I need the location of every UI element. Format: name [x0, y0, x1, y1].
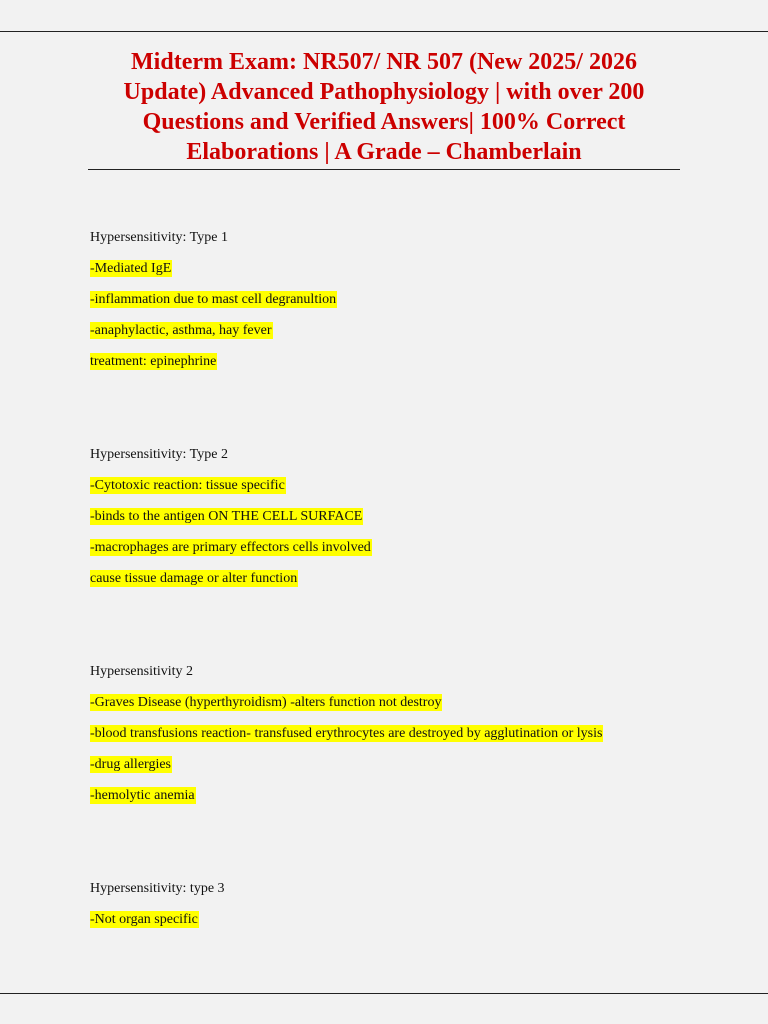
answer-line [90, 322, 730, 353]
highlighted-answer: -Cytotoxic reaction: tissue specific [90, 478, 285, 493]
highlighted-answer: -hemolytic anemia [90, 788, 195, 803]
qa-section-type1 [90, 229, 730, 384]
answer-line [90, 756, 730, 787]
section-heading: Hypersensitivity: Type 2 [90, 447, 228, 462]
answer-line [90, 353, 730, 384]
highlighted-answer: -Not organ specific [90, 912, 198, 927]
document-title: Midterm Exam: NR507/ NR 507 (New 2025/ 2026 Update) Advanced Pathophysiology | with over 200 Questions and Verified Answers| 100% Correct Elaborations | A Grade – Chamberlain [88, 47, 680, 170]
page-bottom-divider [0, 993, 768, 994]
highlighted-answer: -Mediated IgE [90, 261, 172, 276]
section-heading: Hypersensitivity: type 3 [90, 881, 225, 896]
answer-line [90, 477, 730, 508]
answer-line [90, 787, 730, 818]
highlighted-answer: -anaphylactic, asthma, hay fever [90, 323, 272, 338]
answer-line [90, 260, 730, 291]
highlighted-answer: -binds to the antigen ON THE CELL SURFACE [90, 509, 363, 524]
highlighted-answer: -Graves Disease (hyperthyroidism) -alters function not destroy [90, 695, 442, 710]
highlighted-answer: treatment: epinephrine [90, 354, 217, 369]
answer-line [90, 694, 730, 725]
highlighted-answer: -drug allergies [90, 757, 171, 772]
page-top-divider [0, 31, 768, 32]
qa-section-type2 [90, 446, 730, 601]
answer-line [90, 911, 730, 942]
highlighted-answer: -inflammation due to mast cell degranultion [90, 292, 337, 307]
highlighted-answer: -macrophages are primary effectors cells involved [90, 540, 371, 555]
section-heading: Hypersensitivity 2 [90, 664, 194, 679]
answer-line [90, 539, 730, 570]
highlighted-answer: -blood transfusions reaction- transfused erythrocytes are destroyed by agglutination or lysis [90, 726, 603, 741]
answer-line [90, 725, 730, 756]
answer-line [90, 291, 730, 322]
qa-section-type3 [90, 880, 730, 942]
answer-line [90, 570, 730, 601]
section-heading: Hypersensitivity: Type 1 [90, 230, 228, 245]
answer-line [90, 508, 730, 539]
qa-section-hypersensitivity-2 [90, 663, 730, 818]
highlighted-answer: cause tissue damage or alter function [90, 571, 298, 586]
